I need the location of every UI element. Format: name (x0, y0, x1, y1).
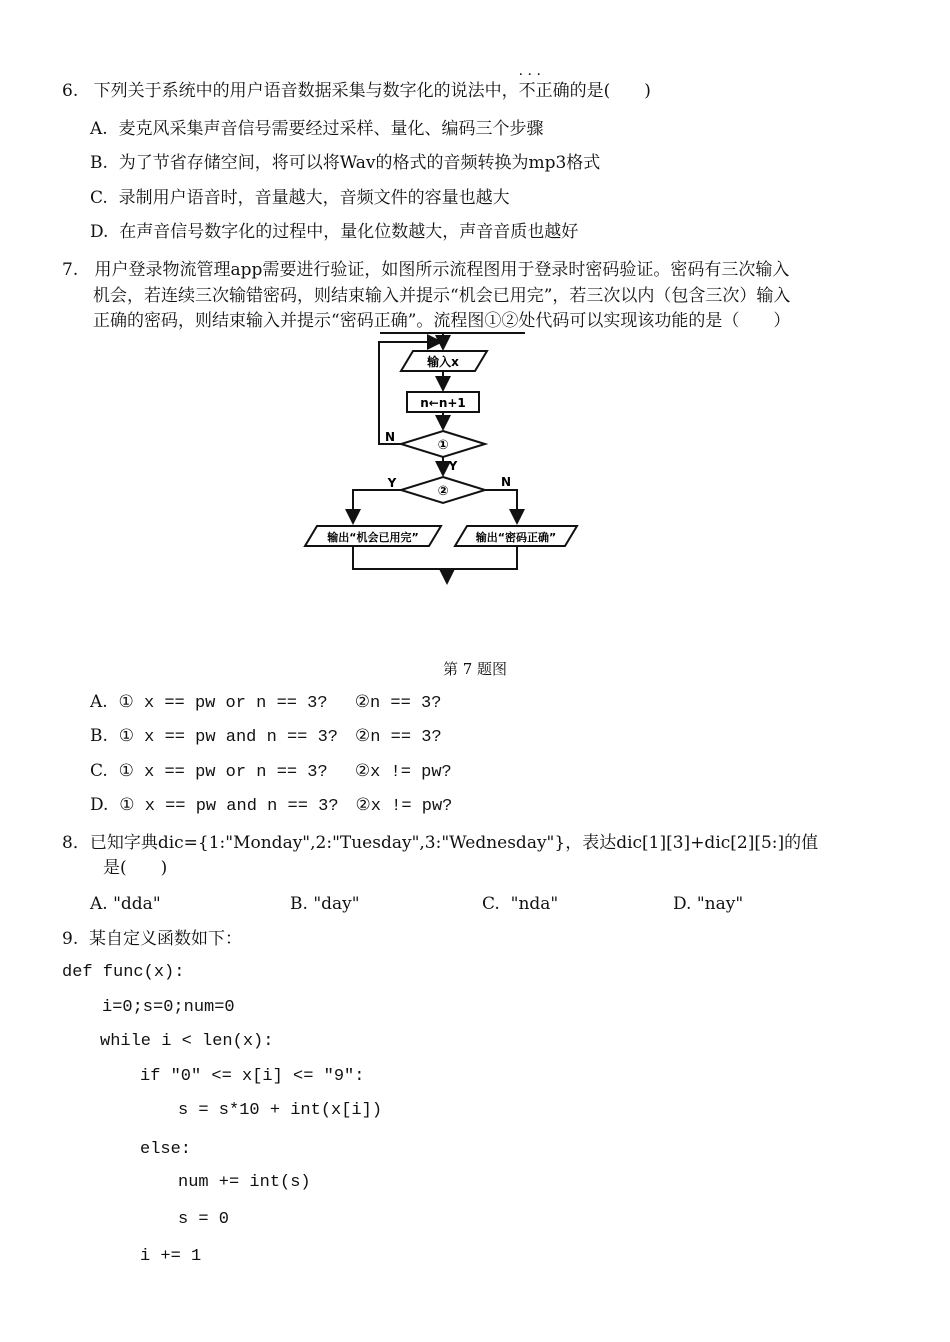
q7-stem-line-1 (62, 259, 789, 281)
option-label: B. (90, 153, 108, 173)
emphasis-dots: · · · (518, 67, 541, 83)
q7-stem-line-2 (93, 285, 790, 307)
q7-stem-text: 机会，若连续三次输错密码，则结束输入并提示“机会已用完”，若三次以内（包含三次）输入 (93, 286, 791, 306)
q8-stem-text: 是( ) (103, 858, 168, 878)
q7-number: 7. (62, 260, 79, 280)
q6-stem-after: 的是( ) (569, 81, 651, 101)
q8-option-b (290, 893, 360, 915)
option-text: "nay" (696, 894, 744, 914)
merge-line (353, 546, 517, 569)
option-text: ① x == pw and n == 3? ②n == 3? (118, 728, 442, 747)
q7-option-b (90, 725, 442, 749)
option-label: A. (90, 692, 108, 712)
q8-option-a (90, 893, 161, 915)
code-line: def func(x): (62, 963, 185, 982)
q8-stem-line-1 (62, 832, 818, 854)
q6-stem-emph-text: 不正确 (518, 81, 570, 101)
q6-option-c (90, 187, 510, 209)
code-line: while i < len(x): (100, 1032, 274, 1051)
option-label: B. (290, 894, 308, 914)
q7-stem-text: 用户登录物流管理app需要进行验证，如图所示流程图用于登录时密码验证。密码有三次输入 (94, 260, 790, 280)
q7-stem-text: 正确的密码，则结束输入并提示“密码正确”。流程图①②处代码可以实现该功能的是（ ） (93, 311, 791, 331)
q6-option-d (90, 221, 578, 243)
cond1-n-label: N (384, 430, 396, 444)
code-line: i=0;s=0;num=0 (102, 998, 235, 1017)
code-line: i += 1 (140, 1247, 202, 1266)
assign-label: n←n+1 (420, 396, 466, 410)
q8-option-d (673, 893, 743, 915)
q8-number: 8． (62, 833, 90, 853)
q6-option-a (90, 118, 544, 140)
q8-stem-line-2 (103, 857, 167, 879)
q6-option-b (90, 152, 600, 174)
q6-number: 6. (62, 81, 79, 101)
option-text: "day" (313, 894, 360, 914)
q6-stem (62, 67, 651, 102)
option-label: D. (90, 222, 109, 242)
option-text: 录制用户语音时，音量越大，音频文件的容量也越大 (118, 188, 510, 208)
option-label: C. (482, 894, 500, 914)
option-text: ① x == pw or n == 3? ②x != pw? (118, 763, 452, 782)
input-label: 输入x (427, 355, 459, 369)
code-line: if "0" <= x[i] <= "9": (140, 1067, 365, 1086)
option-text: 为了节省存储空间，将可以将Wav的格式的音频转换为mp3格式 (118, 153, 601, 173)
q9-stem-text: 某自定义函数如下： (89, 929, 243, 949)
option-label: D. (673, 894, 692, 914)
code-line: num += int(s) (178, 1173, 311, 1192)
q6-stem-before: 下列关于系统中的用户语音数据采集与数字化的说法中， (93, 81, 519, 101)
option-text: 在声音信号数字化的过程中，量化位数越大，声音音质也越好 (119, 222, 579, 242)
code-line: s = 0 (178, 1210, 230, 1229)
branch-right (485, 490, 517, 523)
output-left-label: 输出“机会已用完” (327, 531, 419, 544)
option-label: A. (90, 894, 108, 914)
q7-option-c (90, 760, 452, 784)
option-text: 麦克风采集声音信号需要经过采样、量化、编码三个步骤 (118, 119, 544, 139)
option-label: C. (90, 761, 108, 781)
figure-caption: 第 7 题图 (442, 660, 508, 678)
q6-stem-emph (518, 67, 570, 102)
option-label: B. (90, 726, 108, 746)
option-text: "nda" (510, 894, 559, 914)
option-label: A. (90, 119, 108, 139)
option-label: D. (90, 795, 109, 815)
option-text: ① x == pw and n == 3? ②x != pw? (119, 797, 453, 816)
q8-option-c (482, 893, 558, 915)
flowchart (295, 325, 595, 590)
option-text: ① x == pw or n == 3? ②n == 3? (118, 694, 442, 713)
code-line: else: (140, 1140, 192, 1159)
option-label: C. (90, 188, 108, 208)
q9-number: 9. (62, 929, 79, 949)
option-text: "dda" (113, 894, 161, 914)
code-line: s = s*10 + int(x[i]) (178, 1101, 383, 1120)
cond2-label: ② (437, 484, 449, 499)
q8-stem-text: 已知字典dic={1:"Monday",2:"Tuesday",3:"Wednesday"}，表达dic[1][3]+dic[2][5:]的值 (89, 833, 819, 853)
q7-option-d (90, 794, 452, 818)
output-right-label: 输出“密码正确” (475, 531, 557, 544)
q7-option-a (90, 691, 441, 715)
cond2-n-label: N (500, 475, 512, 489)
cond1-y-label: Y (448, 459, 458, 473)
cond2-y-label: Y (387, 476, 397, 490)
q9-stem (62, 928, 242, 950)
branch-left (353, 490, 401, 523)
cond1-label: ① (437, 438, 449, 453)
